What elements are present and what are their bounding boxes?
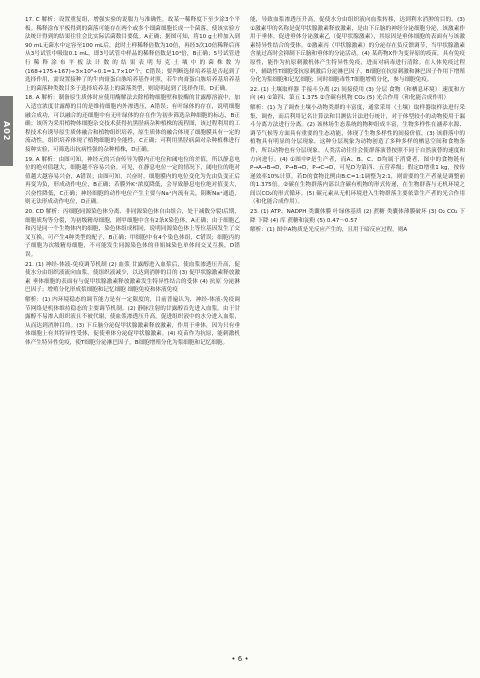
right-column: [250, 16, 465, 646]
answer-21: 21. (1) 神经-体液-免疫调节机制 (2) 血浆 甘露醇进入血浆后，使血浆渗透压升高，促使水分由组织液流向血浆，使组织液减少，以达到消肿的目的 (3) 促甲状腺激素释放激素 垂体细胞的表面有与促甲状腺激素释放激素发生特异性结合的受体 (4) 抗原 分泌淋巴因子；增殖分化形成浆细胞和记忆细胞 细胞免疫和体液免疫: [25, 261, 240, 294]
left-column: [25, 16, 240, 646]
answer-23: 23. (1) ATP、NADPH 类囊体膜 叶绿体基质 (2) 蔗糖 类囊体薄膜破坏 (3) O₂ CO₂ 下降 下降 (4) 库 蔗糖和淀粉 (5) 0.47～0.57: [250, 209, 465, 224]
answer-21-continued: 能，导致血浆渗透压升高，促使水分由组织液向血浆转移，达到利水消肿的目的。(3) ①激素甲的名称是促甲状腺激素释放激素，是由下丘脑的神经分泌细胞分泌，该激素作用于垂体，促进垂体分泌激素乙（促甲状腺激素），其原因是垂体细胞的表面有与该激素特异性结合的受体。②激素丙（甲状腺激素）的分泌存在负反馈调节，当甲状腺激素含量过高时会抑制下丘脑和垂体的分泌活动。(4) 某药物X作为变异原的疫苗，具有免疫原性，能作为抗原刺激机体产生特异性免疫，进而对病毒进行清除。在人体免疫过程中，辅助性T细胞受抗原刺激后分泌淋巴因子，B细胞在抗原刺激和淋巴因子作用下增殖分化为浆细胞和记忆细胞；同时细胞毒性T细胞增殖分化，参与细胞免疫。: [250, 17, 465, 84]
answer-19: 19. A 解析：由图可知，神经元的兴奋传导为膜内正电位和阈电位的差值，所以静息电位的绝对值越大，细胞越不容易兴奋。可见，在静息电位一定的情况下，阈电位的绝对值越大越容易兴奋，A错误；由图可知，兴奋时，细胞膜内的电位变化为先由负变正后再变为负，形成动作电位，B正确；若膜外K⁺浓度降低，会导致静息电位绝对值变大，兴奋性降低，C正确；神经细胞的动作电位产生主要与Na⁺内流有关，阻断Na⁺通道，则无法形成动作电位，D正确。: [25, 156, 240, 206]
answer-page: [25, 16, 465, 646]
answer-21-explanation: 解析：(1) 内环境稳态的调节能力是有一定限度的，目前普遍认为，神经-体液-免疫调节网络是机体维持稳态的主要调节机制。(2) 静脉注射的甘露醇首先进入血浆。由于甘露醇不易渗入组织液且不被代谢，使血浆渗透压升高，促进组织液中的水分进入血浆，从而达到消肿目的。(3) 下丘脑分泌促甲状腺激素释放激素，作用于垂体，因为只有垂体细胞上有其特异性受体，促使垂体分泌促甲状腺激素。(4) 疫苗作为抗原，能刺激机体产生特异性免疫，使T细胞分泌淋巴因子，B细胞增殖分化为浆细胞和记忆细胞。: [25, 297, 240, 346]
answer-22: 22. (1) 土壤取样器 手接斗分离 (2) 间接使用 (3) 分层 食物（和栖息环境） 速度和方向 (4) ①第四、第五 1.375 ②含碳有机物 CO₂ (5) 光合作用（和化能合成作用）: [250, 86, 465, 102]
answer-20: 20. CD 解析：丙细胞同源染色体分离、非同源染色体自由组合，处于减数分裂Ⅰ后期，细胞质均等分裂，为初级精母细胞，则甲细胞中含有2条X染色体，A正确；由于细胞乙和丙是同一个生物体内的细胞，染色体组成相同，说明同源染色体上等位基因发生了交叉互换，可产生4种类型的配子，B正确；甲细胞中有4个染色体组，C错误；细胞丙的子细胞为次级精母细胞，不可能发生同源染色体的非姐妹染色单体间交叉互换，D错误。: [25, 209, 240, 259]
answer-23-explanation: 解析：(1) 图中A物质是光反应产生的，且用于暗反应过程，则A: [250, 227, 408, 234]
answer-18: 18. A 解析：制备原生质体时应使用酶解法去除植物细胞壁和胶酶的甘露醇溶液中，加入适宜浓度甘露醇的目的是维持细胞内外渗透压，A错误；有叶绿体的存在，说明细胞融合成功，可以融合的还细胞中有无叶绿体的存在作为初步筛选杂种细胞的标志，B正确；该所为采用植物体细胞杂交技术获得抗黑胫病杂种植株的流程图，该过程利用的工程技术有诱导原生质体融合和植物组织培养，原生质体的融合体现了细胞膜具有一定的流动性，组织培养体现了植物细胞的全能性，C正确；可利用黑胫病菌对杂种植株进行接种实验，可筛选出抗病性强的杂种植株，D正确。: [25, 95, 240, 153]
answer-17: 17. C 解析：设置重复组，增强实验的说服力与准确性，故某一稀释度下至少涂3个平板。稀释涂布平板得到的菌落可能存在两个或多个细菌细胞长成一个菌落，使该实验方法统计得到的结果往往会比实际活菌数目要低。A正确；据图可知，将10 g土样加入到90 mL无菌水中定容至100 mL后，此时土样稀释倍数为10倍，再经3次10倍稀释后再从3号试管中吸取0.1 mL，即3号试管中样品的稀释倍数是10⁴倍，B正确；5号试管进行稀释涂布平板法计数的结果表明每克土壤中的菌株数为(168+175+167)÷3×10⁶÷0.1=1.7×10⁹个，C错误；要判断选择培养基是否起到了选择作用，需设置接种了的牛肉膏蛋白胨培养基作对照，若牛肉膏蛋白胨培养基培养基上的菌落种类数目多于选择培养基上的菌落类型，则说明起到了选择作用，D正确。: [25, 17, 240, 92]
page-number: • 6 •: [231, 655, 249, 663]
answer-22-explanation: 解析：(1) 为了调查土壤小动物类群的丰富度，通常采用（土壤）取样器取样法进行采集、调查，而后利用记名计算法和目测估计法进行统计，对于体型较小的动物使用于漏斗分离方法进行分离。(2) 该林场生态系统的物种组成丰富，生物多样性在涵养水源、调节气候等方面具有重要的生态功能，体现了生物多样性的间接价值。(3) 该群落中的植物具有明显的分层现象，这种分层现象为动物创造了多种多样的栖息空间和食物条件，所以动物也有分层现象。人类活动往往会使群落演替按照不同于自然演替的速度和方向进行。(4) ①图中P是生产者，而A、B、C、D均属于消费者，图中的食物链有P→A→B→D，P→B→D，P→C→D，可见D为第四、五营养级；假定D增重1 kg，按传递效率10%计算，若D的食物比例由B:C=1:1调整为2:1，则需要的生产者量是调整前的1.375倍。②碳在生物群落内部以含碳有机物的形式传递，在生物群落与无机环境之间以CO₂的形式循环。(5) 碳元素从无机环境进入生物群落主要依靠生产者的光合作用（和化能合成作用）。: [250, 104, 465, 206]
chapter-side-tab: A02: [0, 96, 13, 166]
